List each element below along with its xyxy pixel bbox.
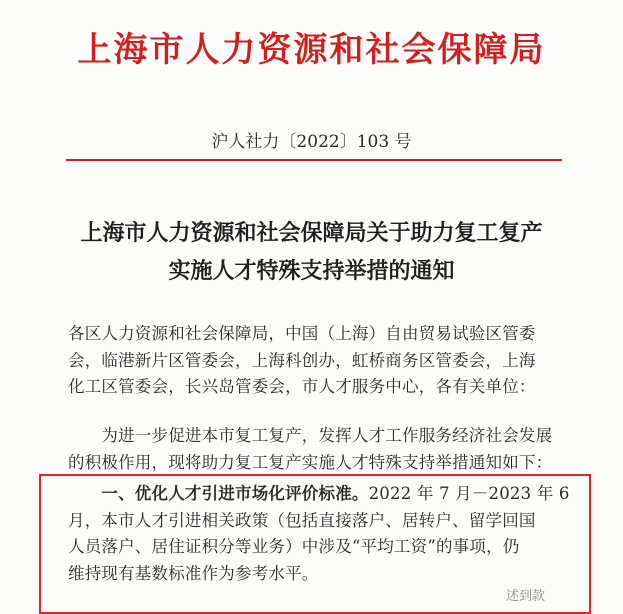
section-1-line: 月，本市人才引进相关政策（包括直接落户、居转户、留学回国: [68, 510, 536, 530]
document-title: [0, 214, 623, 290]
section-1-date-range: 2022 年 7 月－2023 年 6: [368, 484, 570, 503]
recipients-paragraph: [68, 321, 554, 401]
recipients-line: 各区人力资源和社会保障局，中国（上海）自由贸易试验区管委: [68, 324, 536, 343]
recipients-line: 会，临港新片区管委会，上海科创办，虹桥商务区管委会，上海: [68, 350, 536, 370]
section-1-line: 维持现有基数标准作为参考水平。: [68, 563, 319, 583]
title-line-1: 上海市人力资源和社会保障局关于助力复工复产: [80, 220, 543, 246]
intro-line: 的积极作用，现将助力复工复产实施人才特殊支持举措通知如下：: [68, 452, 553, 472]
document-number: 沪人社力〔2022〕103 号: [211, 132, 412, 152]
red-divider-line: [66, 159, 562, 161]
intro-paragraph: [68, 423, 554, 476]
section-1-line: 人员落户、居住证积分等业务）中涉及“平均工资”的事项，仍: [68, 537, 520, 556]
issuing-authority-header: 上海市人力资源和社会保障局: [77, 30, 546, 70]
intro-line: 为进一步促进本市复工复产，发挥人才工作服务经济社会发展: [68, 426, 553, 445]
title-line-2: 实施人才特殊支持举措的通知: [168, 258, 455, 284]
recipients-line: 化工区管委会，长兴岛管委会，市人才服务中心，各有关单位：: [68, 377, 536, 396]
cut-off-text: 述到款: [506, 589, 546, 604]
section-1-heading: 一、优化人才引进市场化评价标准。: [68, 484, 369, 503]
